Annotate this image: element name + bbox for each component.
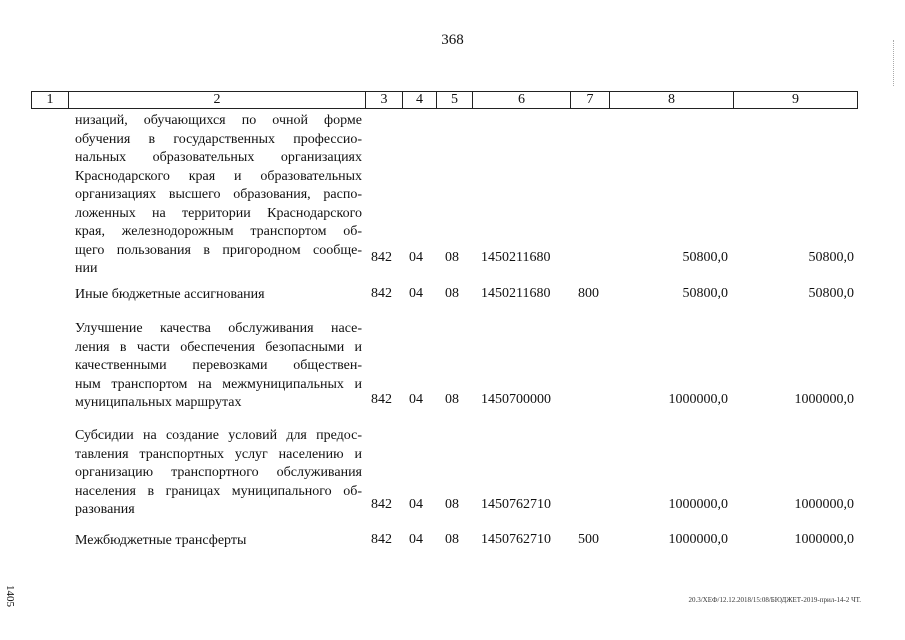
amount-col-9: 50800,0: [808, 250, 854, 265]
target-article-code: 1450211680: [481, 250, 551, 265]
page-number: 368: [441, 32, 464, 48]
ministry-code: 842: [371, 286, 392, 301]
description-line: организациях высшего образования, распо-: [75, 187, 362, 202]
target-article-code: 1450700000: [481, 392, 551, 407]
description-line: Иные бюджетные ассигнования: [75, 287, 265, 302]
header-col-4: 4: [403, 92, 437, 109]
description-line: ложенных на территории Краснодарского: [75, 205, 362, 221]
subsection-code: 08: [445, 497, 459, 512]
column-number-header: [31, 91, 858, 109]
row-description: [75, 112, 362, 279]
section-code: 04: [409, 286, 423, 301]
header-col-9: 9: [734, 92, 858, 109]
ministry-code: 842: [371, 532, 392, 547]
amount-col-8: 1000000,0: [668, 497, 728, 512]
description-line: населения в границах муниципального об-: [75, 483, 362, 499]
description-line: нальных образовательных организациях: [75, 150, 362, 165]
section-code: 04: [409, 250, 423, 265]
description-line: края, железнодорожным транспортом об-: [75, 224, 362, 239]
amount-col-8: 1000000,0: [668, 532, 728, 547]
description-line: ления в части обеспечения безопасными и: [75, 339, 362, 355]
subsection-code: 08: [445, 250, 459, 265]
amount-col-8: 50800,0: [682, 286, 728, 301]
scan-margin-marks: [893, 40, 896, 86]
amount-col-9: 50800,0: [808, 286, 854, 301]
header-col-8: 8: [610, 92, 734, 109]
document-footer-code: 20.3/ХЕФ/12.12.2018/15:08/БЮДЖЕТ-2019-прил-14-2 ЧТ.: [688, 596, 861, 604]
description-line: качественными перевозками обществен-: [75, 358, 362, 373]
description-line: Улучшение качества обслуживания насе-: [75, 321, 362, 336]
subsection-code: 08: [445, 392, 459, 407]
row-description: [75, 532, 362, 551]
description-line: муниципальных маршрутах: [75, 395, 242, 410]
expense-type-code: 800: [578, 286, 599, 301]
description-line: тавления транспортных услуг населению и: [75, 446, 362, 462]
target-article-code: 1450211680: [481, 286, 551, 301]
amount-col-8: 50800,0: [682, 250, 728, 265]
header-col-7: 7: [571, 92, 610, 109]
target-article-code: 1450762710: [481, 497, 551, 512]
amount-col-9: 1000000,0: [794, 497, 854, 512]
header-col-2: 2: [69, 92, 366, 109]
description-line: нии: [75, 261, 98, 276]
row-description: [75, 427, 362, 520]
section-code: 04: [409, 497, 423, 512]
amount-col-9: 1000000,0: [794, 392, 854, 407]
amount-col-9: 1000000,0: [794, 532, 854, 547]
header-col-5: 5: [437, 92, 473, 109]
ministry-code: 842: [371, 497, 392, 512]
section-code: 04: [409, 532, 423, 547]
description-line: организацию транспортного обслуживания: [75, 465, 362, 480]
ministry-code: 842: [371, 392, 392, 407]
description-line: щего пользования в пригородном сообще-: [75, 242, 362, 258]
description-line: обучения в государственных профессио-: [75, 131, 362, 147]
margin-sheet-number: 1405: [4, 585, 16, 607]
description-line: низаций, обучающихся по очной форме: [75, 113, 362, 128]
subsection-code: 08: [445, 532, 459, 547]
header-col-6: 6: [473, 92, 571, 109]
header-col-3: 3: [366, 92, 403, 109]
description-line: Краснодарского края и образовательных: [75, 168, 362, 184]
description-line: разования: [75, 502, 135, 517]
expense-type-code: 500: [578, 532, 599, 547]
row-description: [75, 286, 362, 305]
ministry-code: 842: [371, 250, 392, 265]
subsection-code: 08: [445, 286, 459, 301]
row-description: [75, 320, 362, 413]
description-line: Межбюджетные трансферты: [75, 533, 247, 548]
description-line: Субсидии на создание условий для предос-: [75, 428, 362, 443]
description-line: ным транспортом на межмуниципальных и: [75, 376, 362, 392]
section-code: 04: [409, 392, 423, 407]
header-col-1: 1: [32, 92, 69, 109]
target-article-code: 1450762710: [481, 532, 551, 547]
amount-col-8: 1000000,0: [668, 392, 728, 407]
